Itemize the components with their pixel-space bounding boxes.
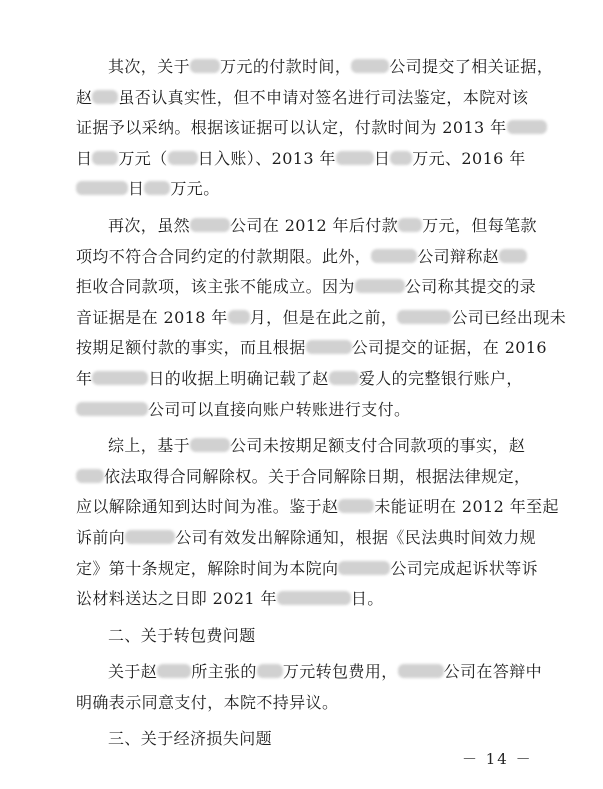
text-run: 赵 (76, 87, 93, 107)
text-line (76, 364, 545, 395)
text-line (76, 462, 545, 493)
text-run: 日。 (350, 589, 384, 609)
text-run: 所主张的 (191, 662, 257, 682)
redacted-company (338, 561, 390, 575)
redacted-company (306, 340, 352, 354)
redacted-name (499, 249, 527, 263)
text-line (76, 303, 567, 334)
text-run: 万元。 (170, 179, 220, 199)
redacted-date (277, 591, 351, 605)
paragraph-conclusion (76, 431, 559, 615)
text-run: 其次，关于 (108, 57, 191, 76)
text-run: 万元，但每笔款 (422, 215, 537, 235)
text-run: 公司有效发出解除通知，根据《民法典时间效力规 (175, 527, 537, 547)
text-run: 公司已经出现未 (451, 307, 567, 327)
text-run: 日的收据上明确记载了赵 (148, 368, 329, 388)
text-run: 万元转包费用， (282, 662, 398, 682)
redacted-date (76, 181, 128, 195)
redacted-amount (390, 151, 412, 165)
text-run: 依法取得合同解除权。关于合同解除日期，根据法律规定， (104, 466, 531, 486)
redacted-amount (257, 664, 283, 678)
page-number: － 14 － (462, 750, 533, 768)
redacted-company (190, 218, 230, 232)
text-line (76, 523, 545, 554)
text-run: 综上，基于 (108, 436, 191, 456)
paragraph-payment-period (76, 211, 567, 425)
text-run: 公司在 2012 年后付款 (230, 215, 399, 235)
text-run: 公司未按期足额支付合同款项的事实，赵 (230, 436, 526, 456)
redacted-name (76, 469, 104, 483)
redacted-company (355, 279, 405, 293)
redacted-company (397, 310, 451, 324)
redacted-date (336, 151, 374, 165)
text-line (76, 52, 554, 83)
redacted-company (371, 249, 417, 263)
text-run: 公司称其提交的录 (404, 277, 537, 297)
text-run: 讼材料送达之日即 2021 年 (76, 589, 277, 609)
text-line (76, 144, 545, 175)
text-run: 公司辩称赵 (417, 246, 500, 266)
redacted-company (398, 664, 444, 678)
text-run: 证据予以采纳。根据该证据可以认定，付款时间为 2013 年 (76, 118, 507, 138)
text-run: 日 (128, 179, 145, 199)
redacted-name (92, 90, 118, 104)
redacted-amount (190, 59, 220, 73)
text-run: 万元的付款时间， (220, 57, 352, 76)
text-line (76, 83, 545, 114)
text-run: 公司在答辩中 (443, 662, 543, 682)
redacted-date (507, 120, 547, 134)
text-line (76, 333, 548, 364)
text-run: 日 (76, 148, 93, 168)
text-run: 日入账）、2013 年 (197, 148, 336, 168)
redacted-amount (144, 181, 170, 195)
text-line (76, 113, 545, 144)
redacted-company (125, 530, 175, 544)
text-run: 项均不符合合同约定的付款期限。此外， (76, 246, 372, 266)
text-line (76, 272, 545, 303)
text-run: 按期足额付款的事实，而且根据 (76, 338, 306, 358)
text-run: 定》第十条规定，解除时间为本院向 (76, 558, 339, 578)
text-run: 公司可以直接向账户转账进行支付。 (148, 399, 411, 419)
text-run: 应以解除通知到达时间为准。鉴于赵 (76, 497, 339, 517)
text-line (76, 211, 545, 242)
text-line (76, 174, 545, 205)
paragraph-payment-time (76, 52, 554, 205)
text-run: 关于赵 (108, 662, 158, 682)
redacted-name (157, 664, 191, 678)
redacted-amount (398, 218, 422, 232)
text-run: 再次，虽然 (108, 215, 191, 235)
redacted-date (228, 310, 250, 324)
text-run: 公司提交了相关证据， (389, 57, 554, 76)
text-run: 月，但是在此之前， (249, 307, 398, 327)
text-line (76, 688, 545, 719)
section-heading-economic-loss: 三、关于经济损失问题 (108, 729, 273, 749)
text-run: 日 (373, 148, 391, 168)
redacted-name (338, 499, 374, 513)
redacted-company (351, 59, 389, 73)
redacted-company (76, 402, 148, 416)
text-run: 万元（ (118, 148, 168, 168)
text-line (76, 242, 545, 273)
text-line (76, 395, 545, 426)
text-line (76, 657, 545, 688)
text-line (76, 492, 559, 523)
text-run: 爱人的完整银行账户， (358, 368, 523, 388)
text-line (76, 554, 545, 585)
text-run: 公司完成起诉状等诉 (390, 558, 539, 578)
redacted-amount (92, 151, 118, 165)
text-line (76, 584, 545, 615)
text-run: 年 (76, 368, 93, 388)
redacted-date (92, 371, 148, 385)
text-run: 未能证明在 2012 年至起 (374, 497, 559, 517)
text-run: 万元、2016 年 (412, 148, 526, 168)
paragraph-subcontract-fee (76, 657, 545, 718)
text-run: 诉前向 (76, 527, 126, 547)
text-line (76, 431, 545, 462)
text-run: 音证据是在 2018 年 (76, 307, 228, 327)
redacted-company (190, 438, 230, 452)
text-run: 拒收合同款项，该主张不能成立。因为 (76, 277, 355, 297)
text-run: 公司提交的证据，在 2016 (351, 338, 548, 358)
section-heading-subcontract-fee: 二、关于转包费问题 (108, 625, 256, 645)
redacted-name (329, 371, 359, 385)
redacted-date (168, 151, 198, 165)
text-run: 虽否认真实性，但不申请对签名进行司法鉴定，本院对该 (118, 87, 529, 107)
text-run: 明确表示同意支付，本院不持异议。 (76, 692, 339, 712)
